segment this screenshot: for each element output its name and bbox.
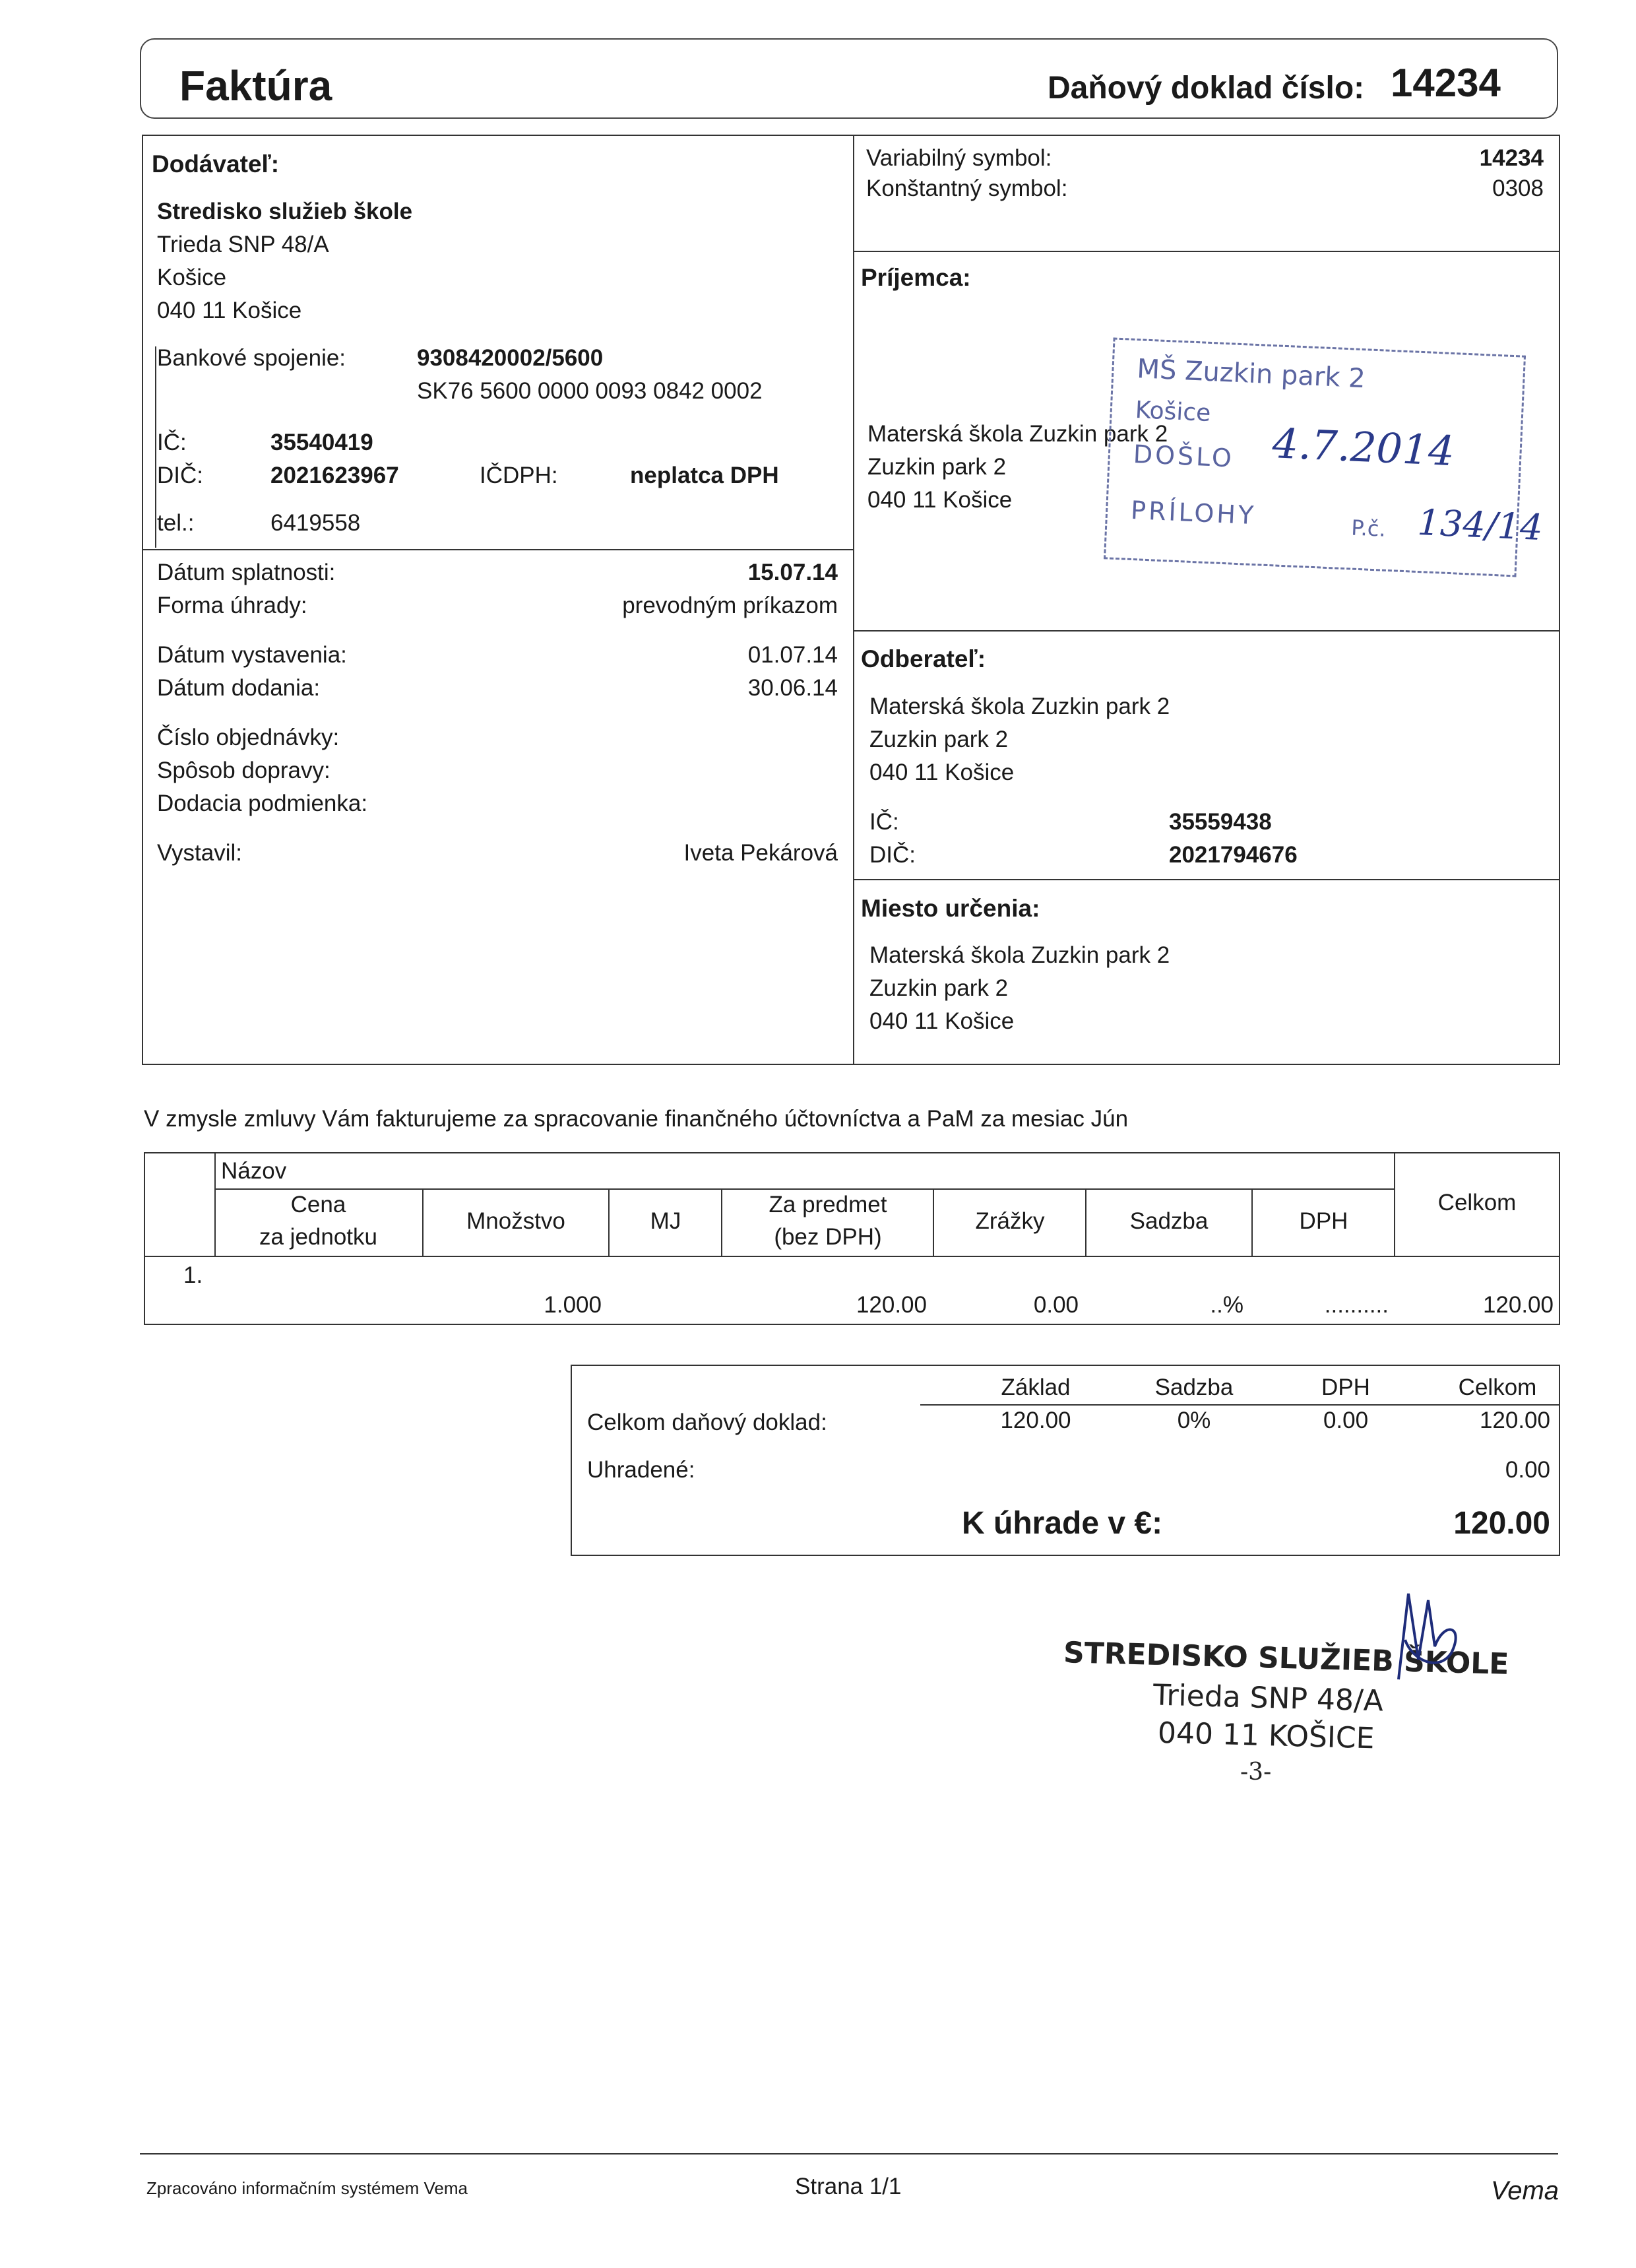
stamp-line-3: DOŠLO — [1132, 439, 1235, 473]
variable-symbol: 14234 — [1479, 145, 1544, 171]
summary-paid-label: Uhradené: — [587, 1457, 695, 1483]
customer-divider — [853, 879, 1559, 880]
supplier-ico: 35540419 — [270, 430, 373, 455]
payment-label: Forma úhrady: — [157, 593, 307, 618]
stamp-line-1: MŠ Zuzkin park 2 — [1136, 354, 1366, 395]
summary-rate: 0% — [1177, 1408, 1211, 1433]
customer-dic-label: DIČ: — [869, 842, 916, 868]
due-date: 15.07.14 — [747, 560, 838, 585]
variable-symbol-label: Variabilný symbol: — [866, 145, 1052, 171]
items-col-1 — [214, 1152, 216, 1256]
supplier-heading: Dodávateľ: — [152, 150, 280, 178]
signature-stamp-line-4: -3- — [1240, 1759, 1272, 1786]
customer-zip-city: 040 11 Košice — [869, 760, 1015, 785]
customer-street: Zuzkin park 2 — [869, 727, 1009, 752]
customer-ico-label: IČ: — [869, 809, 899, 835]
col-name: Názov — [221, 1158, 287, 1184]
col-subject-1: Za predmet — [769, 1192, 887, 1217]
items-name-divider — [214, 1188, 1395, 1190]
supplier-street: Trieda SNP 48/A — [157, 232, 329, 257]
received-stamp — [1104, 338, 1544, 577]
col-total: Celkom — [1437, 1190, 1517, 1215]
footer-line — [140, 2153, 1558, 2155]
supplier-dic: 2021623967 — [270, 463, 399, 488]
stamp-date: 4.7.2014 — [1271, 419, 1456, 476]
recipient-street: Zuzkin park 2 — [867, 454, 1007, 480]
doc-number-label: Daňový doklad číslo: — [1048, 71, 1365, 106]
amount-due: 120.00 — [1453, 1506, 1550, 1541]
supplier-tel: 6419558 — [270, 510, 361, 536]
col-unit: MJ — [650, 1208, 681, 1234]
items-left — [144, 1152, 145, 1325]
customer-name: Materská škola Zuzkin park 2 — [869, 694, 1170, 719]
stamp-number: 134/14 — [1416, 501, 1544, 549]
supplier-inner-line — [155, 346, 156, 548]
row-number: 1. — [183, 1262, 203, 1288]
summary-col-total: Celkom — [1458, 1375, 1537, 1400]
recipient-name: Materská škola Zuzkin park 2 — [867, 421, 1168, 447]
delivery-date-label: Dátum dodania: — [157, 675, 321, 701]
col-price-1: Cena — [290, 1192, 346, 1217]
supplier-divider — [142, 549, 854, 550]
items-right — [1559, 1152, 1560, 1325]
supplier-ico-label: IČ: — [157, 430, 187, 455]
signature-stamp-line-1: STREDISKO SLUŽIEB ŠKOLE — [1063, 1636, 1510, 1681]
items-header-bottom — [144, 1256, 1560, 1257]
iban: SK76 5600 0000 0093 0842 0002 — [417, 378, 763, 404]
constant-symbol-label: Konštantný symbol: — [866, 176, 1068, 201]
row-total: 120.00 — [1482, 1292, 1554, 1318]
summary-col-base: Základ — [1001, 1375, 1071, 1400]
summary-total: 120.00 — [1479, 1408, 1550, 1433]
supplier-icdph-label: IČDPH: — [480, 463, 558, 488]
invoice-intro: V zmysle zmluvy Vám fakturujeme za spracovanie finančného účtovníctva a PaM za mesiac Jún — [144, 1106, 1129, 1132]
footer-system: Zpracováno informačním systémem Vema — [146, 2178, 468, 2198]
issuer-label: Vystavil: — [157, 840, 243, 866]
supplier-dic-label: DIČ: — [157, 463, 203, 488]
summary-vat: 0.00 — [1323, 1408, 1369, 1433]
row-subject: 120.00 — [856, 1292, 927, 1318]
issuer-name: Iveta Pekárová — [683, 840, 838, 866]
stamp-line-2: Košice — [1134, 397, 1212, 428]
signature-stamp-line-2: Trieda SNP 48/A — [1152, 1678, 1384, 1718]
summary-col-rate: Sadzba — [1154, 1375, 1234, 1400]
payment-method: prevodným príkazom — [622, 593, 838, 618]
col-deduction: Zrážky — [975, 1208, 1045, 1234]
symbols-divider — [853, 251, 1559, 252]
recipient-zip-city: 040 11 Košice — [867, 487, 1013, 513]
frame-top — [142, 135, 1560, 136]
col-subject-2: (bez DPH) — [774, 1224, 882, 1250]
customer-ico: 35559438 — [1169, 809, 1272, 835]
amount-due-label: K úhrade v €: — [962, 1506, 1163, 1541]
transport-label: Spôsob dopravy: — [157, 758, 330, 783]
recipient-heading: Príjemca: — [861, 264, 971, 291]
document-title: Faktúra — [179, 62, 332, 110]
customer-heading: Odberateľ: — [861, 645, 986, 672]
stamp-line-4: PRÍLOHY — [1130, 495, 1257, 531]
col-price-2: za jednotku — [259, 1224, 378, 1250]
frame-middle — [853, 135, 854, 1065]
recipient-divider — [853, 630, 1559, 632]
row-deduction: 0.00 — [1033, 1292, 1079, 1318]
items-bottom — [144, 1324, 1560, 1325]
col-vat: DPH — [1299, 1208, 1348, 1234]
items-top — [144, 1152, 1560, 1153]
delivery-date: 30.06.14 — [747, 675, 838, 701]
frame-right — [1559, 135, 1560, 1065]
destination-street: Zuzkin park 2 — [869, 975, 1009, 1001]
doc-number: 14234 — [1391, 61, 1501, 105]
stamp-line-5: P.č. — [1350, 515, 1387, 542]
supplier-zip-city: 040 11 Košice — [157, 298, 302, 323]
row-vat: .......... — [1324, 1292, 1389, 1318]
destination-zip-city: 040 11 Košice — [869, 1008, 1015, 1034]
summary-paid: 0.00 — [1505, 1457, 1550, 1483]
supplier-tel-label: tel.: — [157, 510, 195, 536]
signature-stamp-line-3: 040 11 KOŠICE — [1157, 1716, 1375, 1756]
delivery-terms-label: Dodacia podmienka: — [157, 791, 368, 816]
supplier-city: Košice — [157, 265, 227, 290]
supplier-icdph: neplatca DPH — [630, 463, 779, 488]
bank-account: 9308420002/5600 — [417, 345, 604, 371]
summary-total-label: Celkom daňový doklad: — [587, 1409, 827, 1435]
frame-bottom — [142, 1064, 1560, 1065]
customer-dic: 2021794676 — [1169, 842, 1298, 868]
row-rate: ..% — [1210, 1292, 1243, 1318]
footer-brand-logo: Vema — [1491, 2176, 1559, 2205]
footer-page: Strana 1/1 — [795, 2174, 902, 2199]
issue-date-label: Dátum vystavenia: — [157, 642, 347, 668]
bank-label: Bankové spojenie: — [157, 345, 346, 371]
col-quantity: Množstvo — [466, 1208, 565, 1234]
destination-name: Materská škola Zuzkin park 2 — [869, 942, 1170, 968]
summary-base: 120.00 — [1000, 1408, 1071, 1433]
order-number-label: Číslo objednávky: — [157, 725, 340, 750]
destination-heading: Miesto určenia: — [861, 895, 1040, 922]
constant-symbol: 0308 — [1492, 176, 1544, 201]
issue-date: 01.07.14 — [747, 642, 838, 668]
signature-scribble — [1372, 1580, 1471, 1693]
supplier-name: Stredisko služieb škole — [157, 199, 413, 224]
row-quantity: 1.000 — [544, 1292, 602, 1318]
due-date-label: Dátum splatnosti: — [157, 560, 336, 585]
summary-header-line — [920, 1404, 1559, 1406]
col-rate: Sadzba — [1129, 1208, 1209, 1234]
summary-col-vat: DPH — [1321, 1375, 1370, 1400]
frame-left — [142, 135, 143, 1065]
